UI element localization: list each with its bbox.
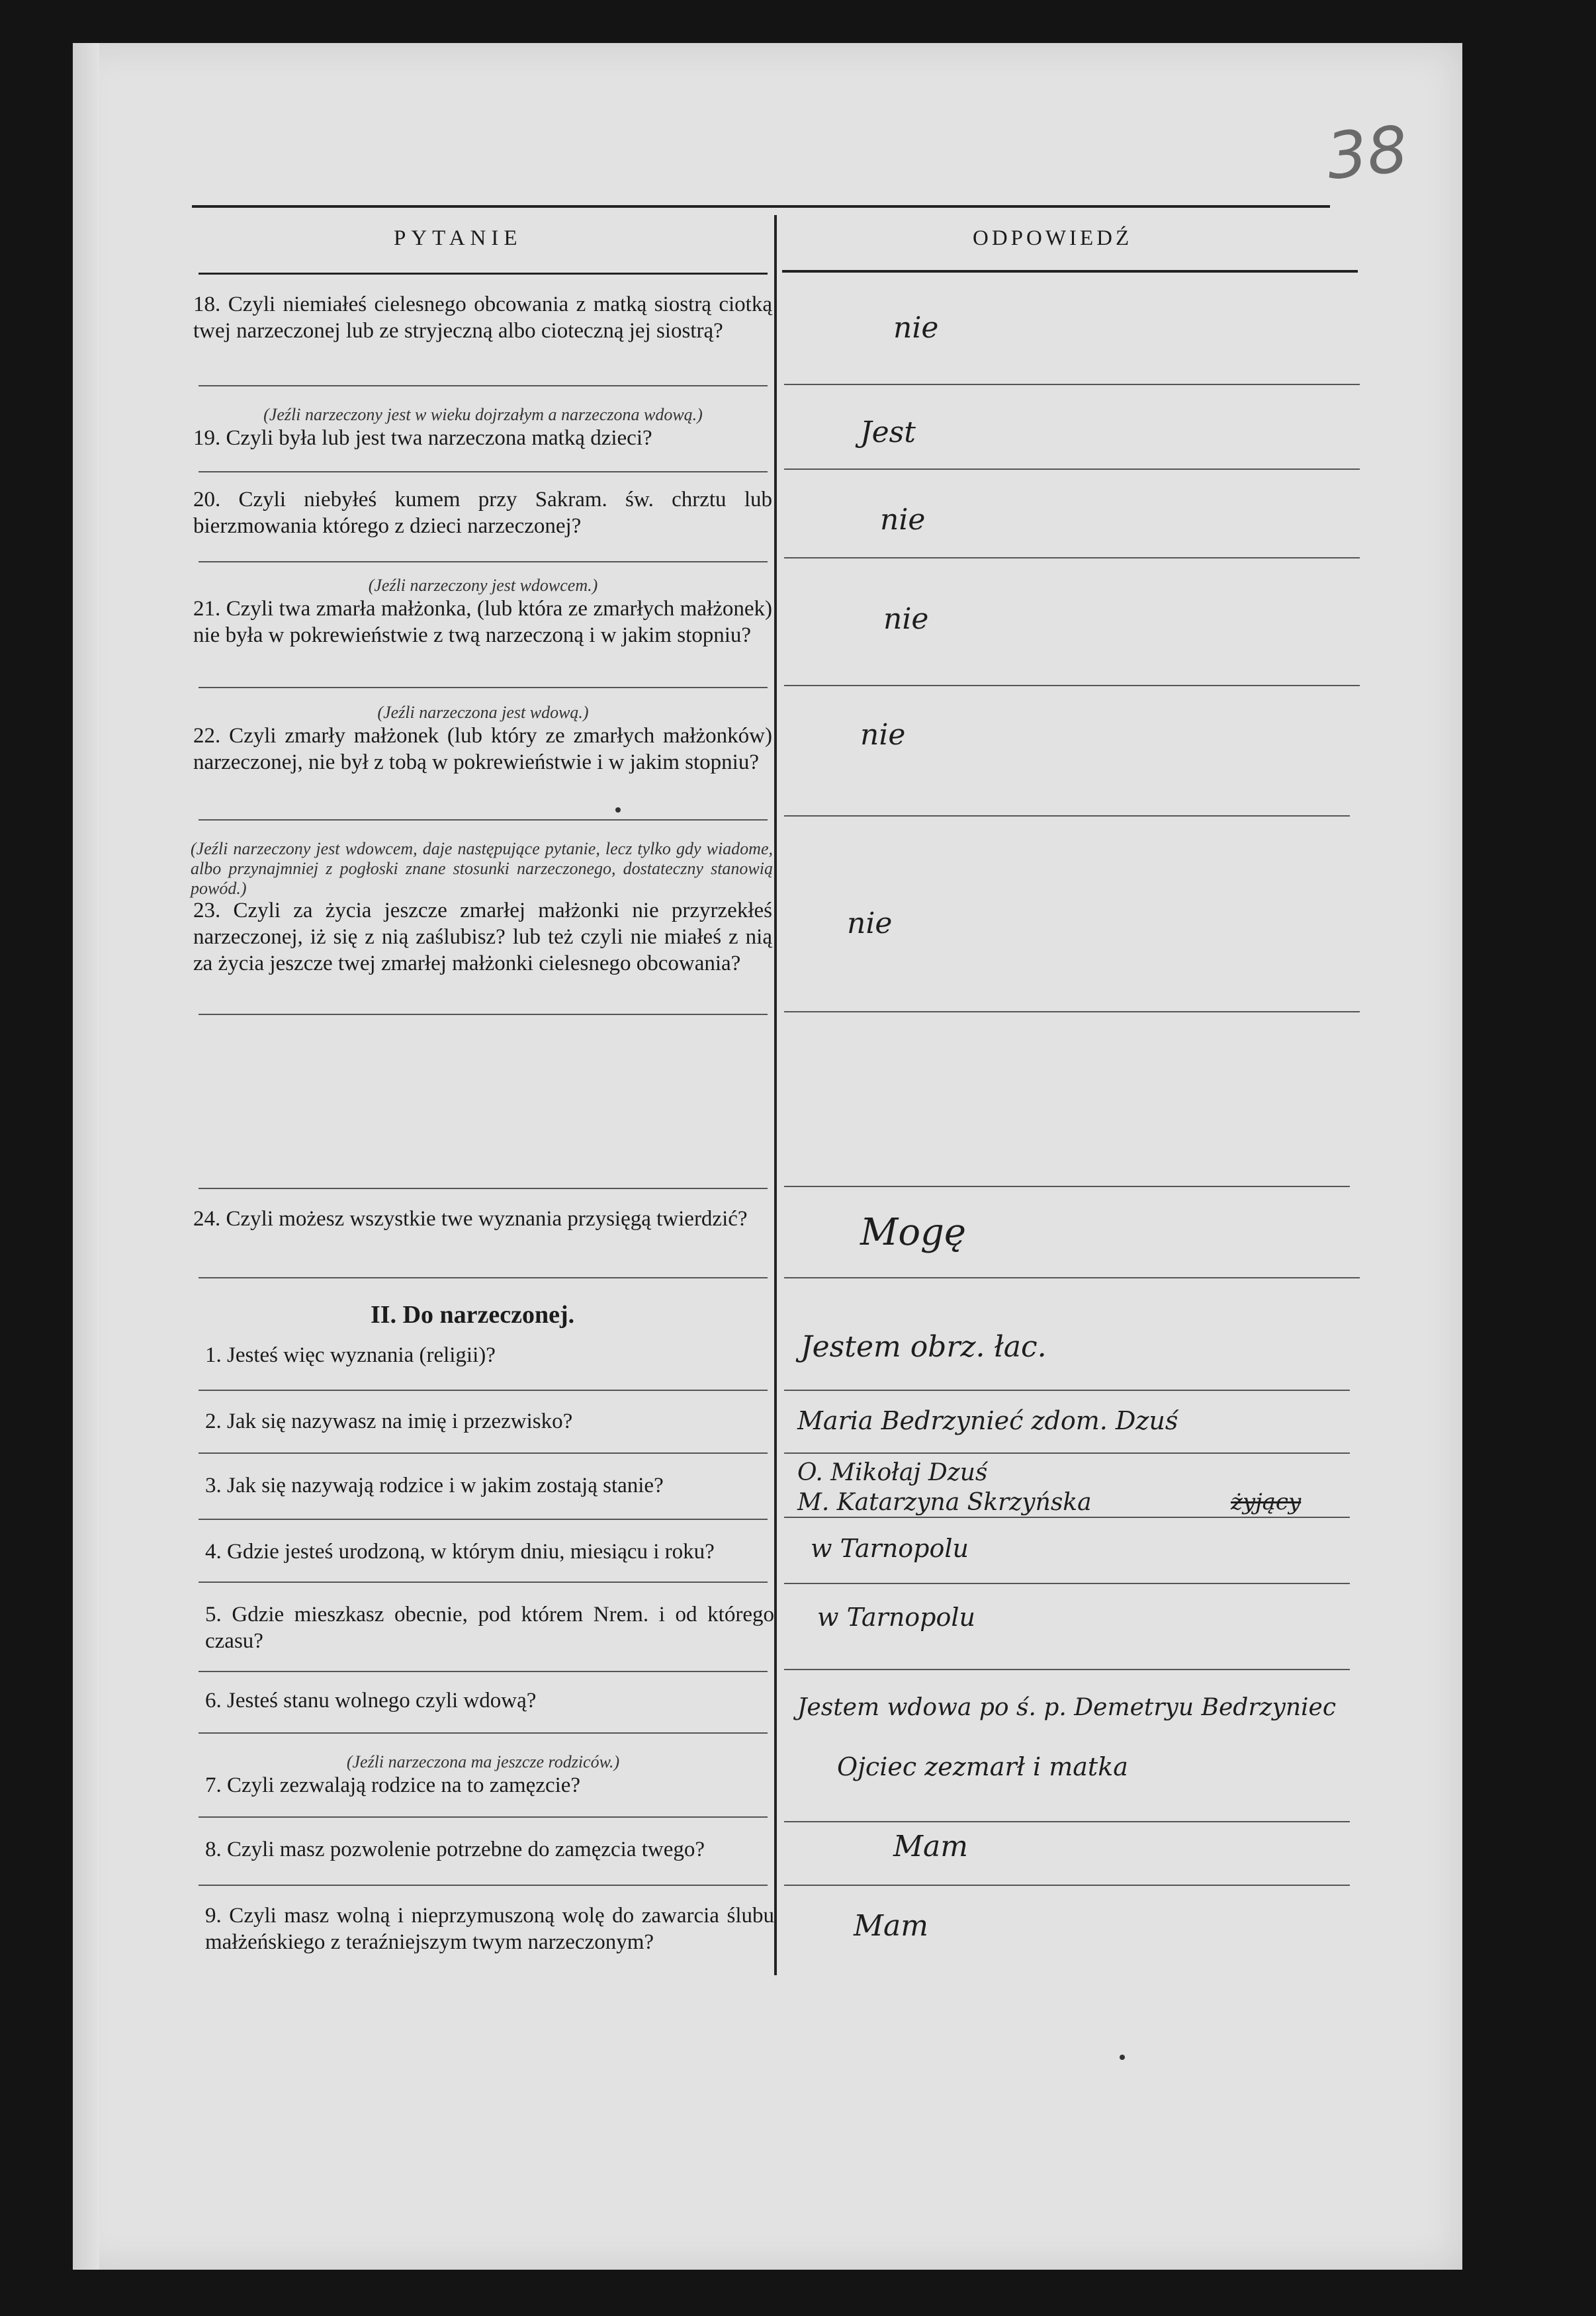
answer-b3-struck: żyjący bbox=[1231, 1489, 1302, 1515]
row-separator-b3 bbox=[199, 1519, 768, 1520]
answer-24: Mogę bbox=[860, 1211, 967, 1254]
note-22: (Jeźli narzeczona jest wdową.) bbox=[377, 703, 589, 722]
question-21: 21. Czyli twa zmarła małżonka, (lub która ze zmarłych małżonek) nie była w pokrewieństwie z twą narzeczoną i w jakim stopniu? bbox=[193, 597, 772, 647]
header-bottom-rule-right bbox=[782, 270, 1358, 273]
header-bottom-rule-left bbox=[199, 273, 768, 275]
row-separator-24 bbox=[199, 1277, 768, 1278]
answer-rule-b4 bbox=[784, 1583, 1350, 1584]
question-19: 19. Czyli była lub jest twa narzeczona matką dzieci? bbox=[193, 426, 652, 450]
answer-b7: Ojciec zezmarł i matka bbox=[837, 1752, 1128, 1781]
answer-rule-empty bbox=[784, 1186, 1350, 1187]
row-separator-b5 bbox=[199, 1671, 768, 1672]
row-separator-21 bbox=[199, 687, 768, 688]
answer-b3-father: O. Mikołaj Dzuś bbox=[797, 1459, 988, 1486]
question-20: 20. Czyli niebyłeś kumem przy Sakram. św. chrztu lub bierzmowania którego z dzieci narzeczonej? bbox=[193, 488, 772, 538]
row-separator-b7 bbox=[199, 1816, 768, 1818]
question-b6: 6. Jesteś stanu wolnego czyli wdową? bbox=[205, 1689, 537, 1713]
answer-b1: Jestem obrz. łac. bbox=[801, 1330, 1047, 1364]
answer-21: nie bbox=[883, 602, 929, 636]
row-separator-b6 bbox=[199, 1732, 768, 1734]
row-separator-18 bbox=[199, 385, 768, 386]
question-b1: 1. Jesteś więc wyznania (religii)? bbox=[205, 1343, 496, 1367]
note-23: (Jeźli narzeczony jest wdowcem, daje następujące pytanie, lecz tylko gdy wiadome, albo przynajmniej z pogłoski znane stosunki narzeczonego, dostateczny stanowią powód.) bbox=[191, 839, 773, 898]
answer-rule-20 bbox=[784, 557, 1360, 558]
row-separator-empty bbox=[199, 1188, 768, 1189]
question-18: 18. Czyli niemiałeś cielesnego obcowania z matką siostrą ciotką twej narzeczonej lub ze stryjeczną albo cioteczną jej siostrą? bbox=[193, 292, 772, 343]
question-b5: 5. Gdzie mieszkasz obecnie, pod którem Nrem. i od którego czasu? bbox=[205, 1603, 774, 1653]
row-separator-19 bbox=[199, 471, 768, 472]
answer-b5: w Tarnopolu bbox=[817, 1603, 976, 1632]
answer-rule-b7 bbox=[784, 1821, 1350, 1822]
answer-b3-mother: M. Katarzyna Skrzyńska bbox=[797, 1489, 1092, 1516]
question-b8: 8. Czyli masz pozwolenie potrzebne do zamęzcia twego? bbox=[205, 1838, 705, 1861]
header-top-rule bbox=[192, 205, 1330, 208]
answer-rule-24 bbox=[784, 1277, 1360, 1278]
answer-b8: Mam bbox=[893, 1830, 969, 1863]
page-number: 38 bbox=[1323, 111, 1411, 195]
answer-rule-b2 bbox=[784, 1452, 1350, 1454]
answer-b2: Maria Bedrzynieć zdom. Dzuś bbox=[797, 1406, 1178, 1435]
question-b2: 2. Jak się nazywasz na imię i przezwisko? bbox=[205, 1409, 573, 1433]
answer-rule-21 bbox=[784, 685, 1360, 686]
answer-b9: Mam bbox=[854, 1909, 929, 1943]
answer-b4: w Tarnopolu bbox=[811, 1534, 969, 1563]
row-separator-b2 bbox=[199, 1452, 768, 1454]
answer-rule-b3 bbox=[784, 1517, 1350, 1518]
row-separator-20 bbox=[199, 561, 768, 562]
note-21: (Jeźli narzeczony jest wdowcem.) bbox=[368, 576, 598, 595]
question-b9: 9. Czyli masz wolną i nieprzymuszoną wolę do zawarcia ślubu małżeńskiego z teraźniejszym twym narzeczonym? bbox=[205, 1904, 774, 1954]
column-divider bbox=[774, 215, 777, 1975]
question-b7: 7. Czyli zezwalają rodzice na to zamęzcie? bbox=[205, 1773, 581, 1797]
note-b7: (Jeźli narzeczona ma jeszcze rodziców.) bbox=[346, 1752, 620, 1771]
answer-18: nie bbox=[893, 311, 939, 345]
answer-rule-b1 bbox=[784, 1390, 1350, 1391]
question-b4: 4. Gdzie jesteś urodzoną, w którym dniu, miesiącu i roku? bbox=[205, 1540, 715, 1564]
question-24: 24. Czyli możesz wszystkie twe wyznania przysięgą twierdzić? bbox=[193, 1207, 748, 1231]
row-separator-b1 bbox=[199, 1390, 768, 1391]
ink-dot bbox=[1120, 2055, 1125, 2060]
row-separator-b8 bbox=[199, 1885, 768, 1886]
answer-rule-b8 bbox=[784, 1885, 1350, 1886]
column-header-answer: ODPOWIEDŹ bbox=[973, 226, 1133, 250]
answer-19: Jest bbox=[860, 416, 916, 449]
answer-rule-19 bbox=[784, 468, 1360, 470]
answer-b6: Jestem wdowa po ś. p. Demetryu Bedrzyniec bbox=[797, 1694, 1337, 1721]
question-23: 23. Czyli za życia jeszcze zmarłej małżonki nie przyrzekłeś narzeczonej, iż się z nią zaślubisz? lub też czyli nie miałeś z nią za życia jeszcze twej zmarłej małżonki cielesnego obcowania? bbox=[193, 899, 772, 975]
answer-20: nie bbox=[880, 503, 926, 537]
answer-rule-23 bbox=[784, 1011, 1360, 1012]
answer-22: nie bbox=[860, 718, 906, 752]
ink-dot bbox=[615, 807, 621, 813]
question-22: 22. Czyli zmarły małżonek (lub który ze zmarłych małżonków) narzeczonej, nie był z tobą w pokrewieństwie i w jakim stopniu? bbox=[193, 724, 772, 774]
column-header-question: PYTANIE bbox=[394, 226, 523, 250]
answer-23: nie bbox=[847, 907, 893, 940]
row-separator-22 bbox=[199, 819, 768, 821]
answer-rule-18 bbox=[784, 384, 1360, 385]
answer-rule-b5 bbox=[784, 1669, 1350, 1670]
note-19: (Jeźli narzeczony jest w wieku dojrzałym a narzeczona wdową.) bbox=[263, 405, 703, 424]
section-heading: II. Do narzeczonej. bbox=[371, 1301, 575, 1329]
answer-rule-22 bbox=[784, 815, 1350, 817]
row-separator-23 bbox=[199, 1014, 768, 1015]
row-separator-b4 bbox=[199, 1581, 768, 1583]
question-b3: 3. Jak się nazywają rodzice i w jakim zostają stanie? bbox=[205, 1474, 664, 1497]
